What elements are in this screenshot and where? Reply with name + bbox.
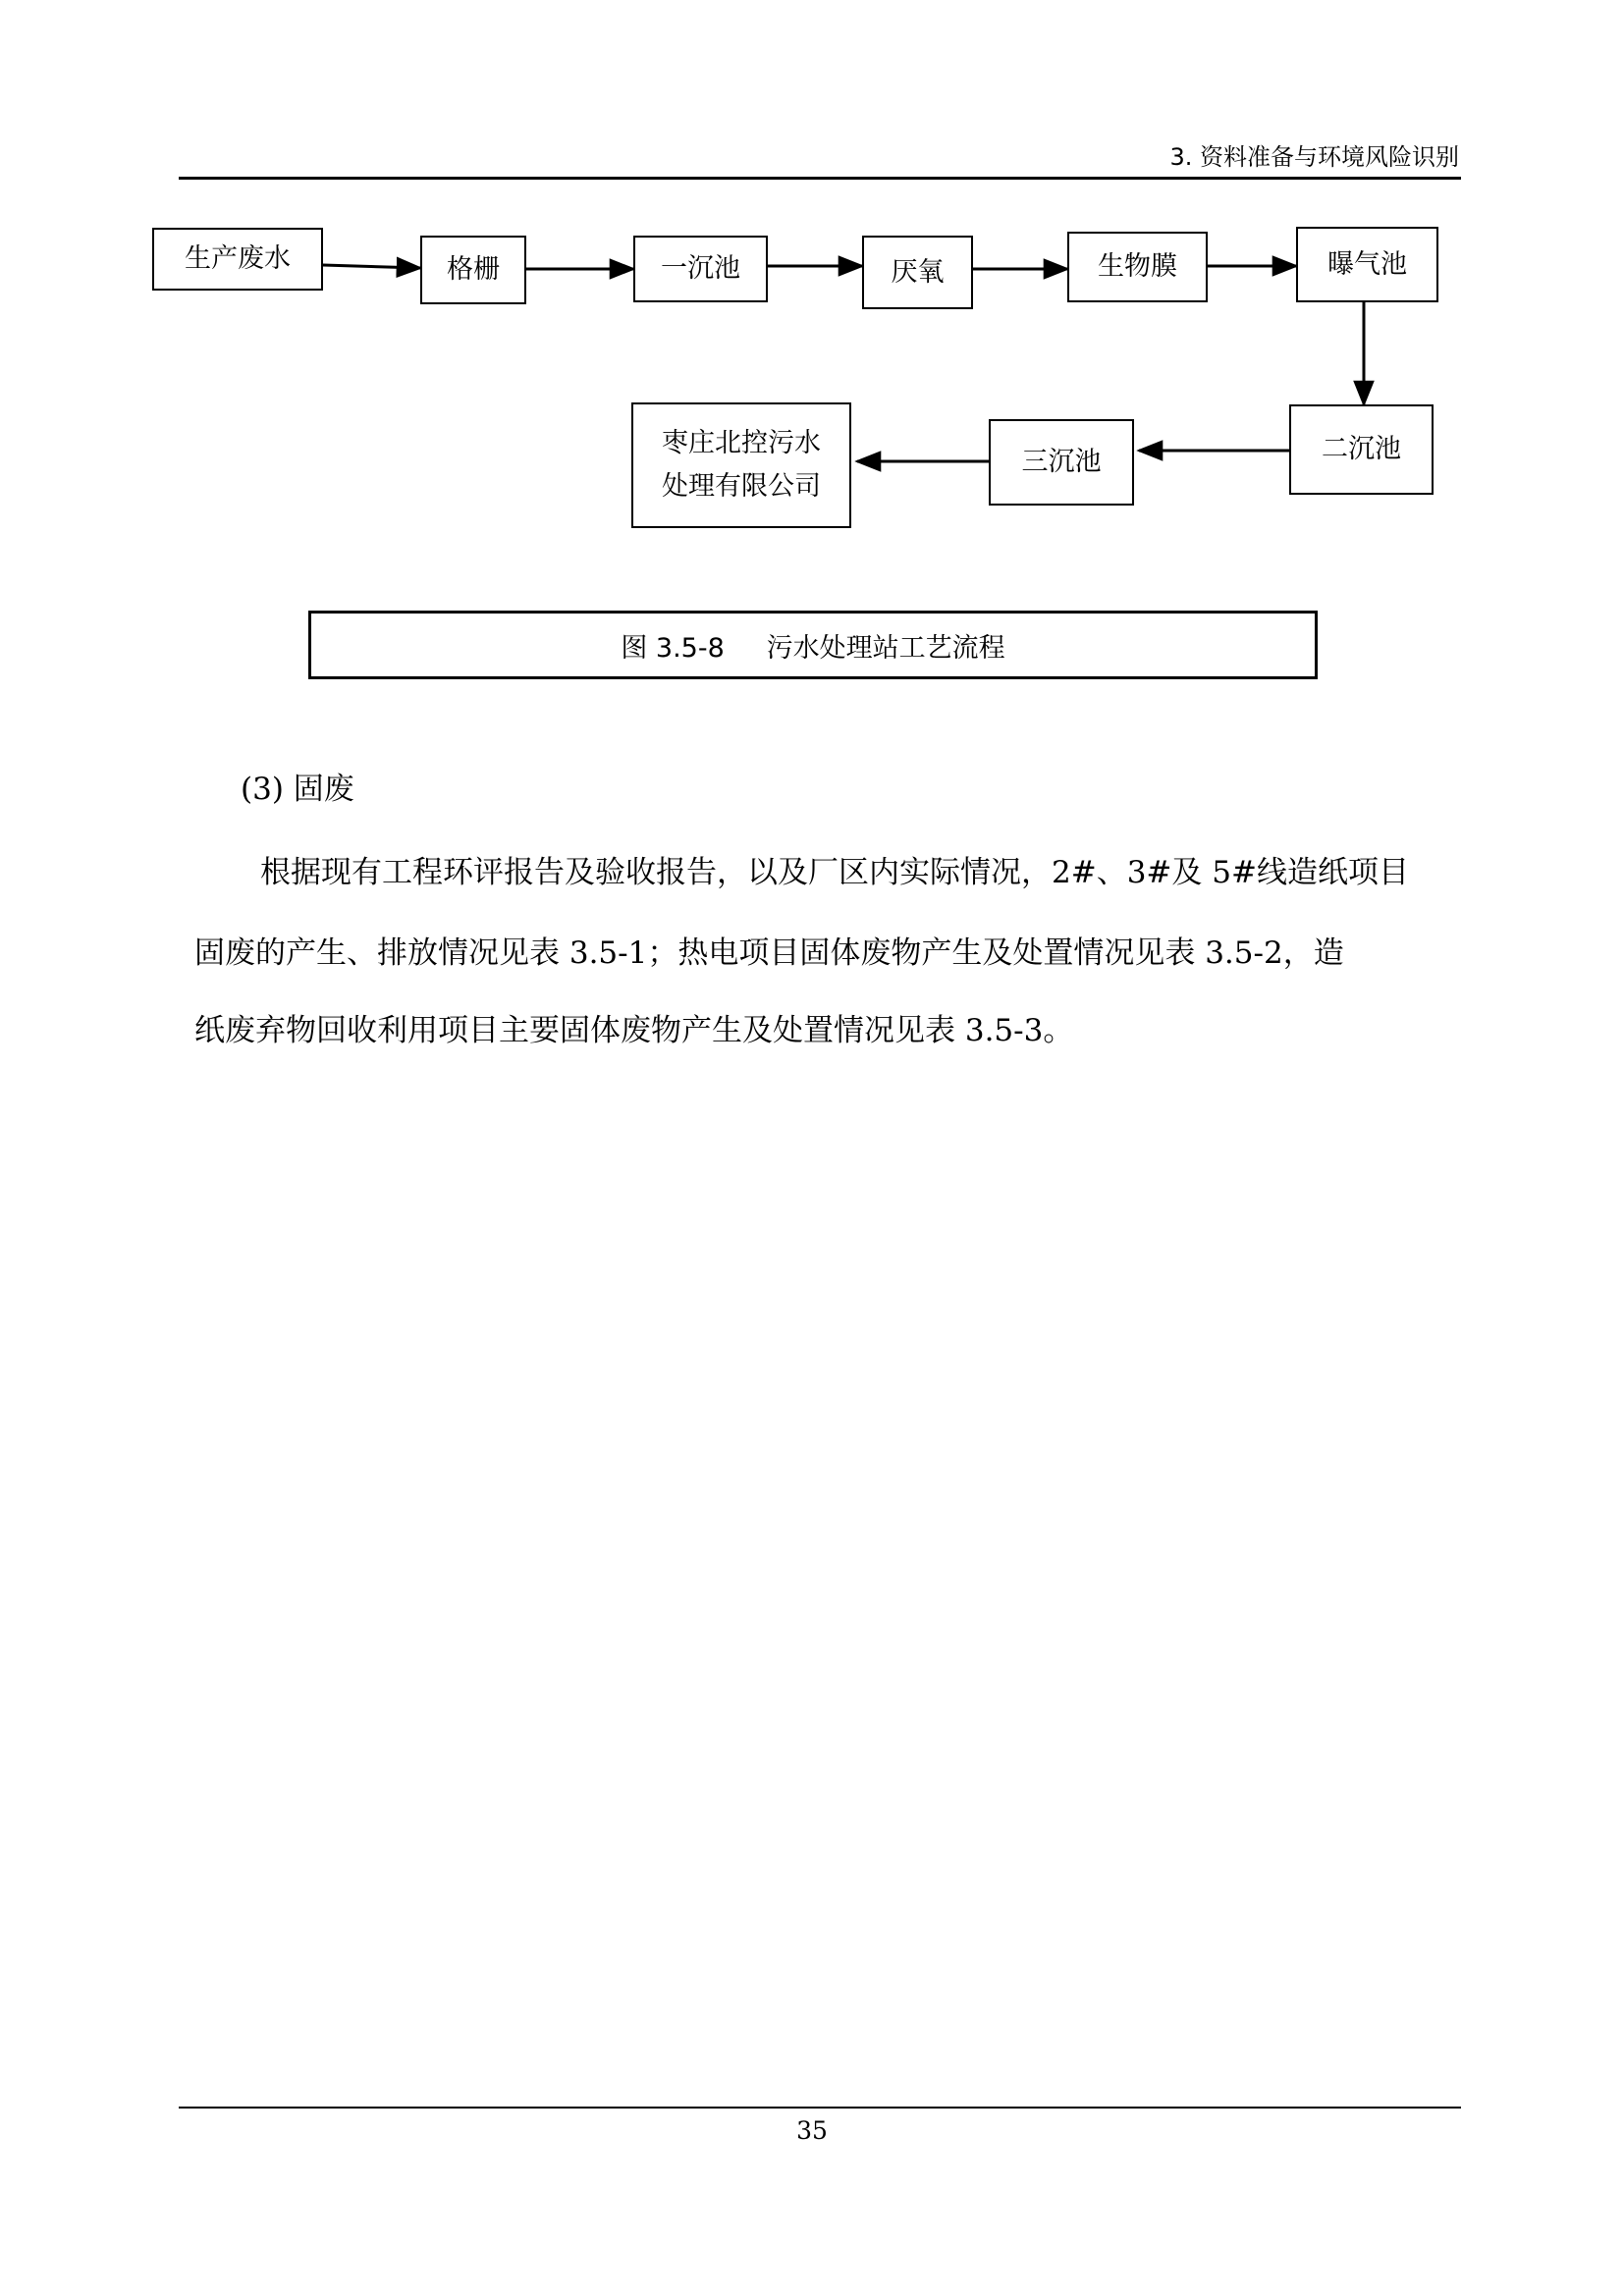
flow-node-label: 生物膜 <box>1098 251 1177 282</box>
flow-node-production-wastewater <box>152 228 323 291</box>
figure-caption-text: 图 3.5-8 污水处理站工艺流程 <box>621 632 1005 664</box>
flow-node-label: 曝气池 <box>1327 248 1407 280</box>
section-heading: (3) 固废 <box>241 772 354 807</box>
flow-node-tertiary-sedimentation <box>989 419 1134 506</box>
flowchart-arrows <box>0 0 1624 707</box>
flow-node-label: 格栅 <box>447 254 500 285</box>
flow-node-aeration-tank <box>1296 227 1438 302</box>
flow-node-biofilm <box>1067 232 1208 302</box>
flow-node-label-line2: 处理有限公司 <box>662 471 821 502</box>
page-number: 35 <box>796 2116 828 2145</box>
flow-node-secondary-sedimentation <box>1289 404 1434 495</box>
figure-caption <box>308 611 1318 679</box>
flow-node-label: 三沉池 <box>1021 447 1102 477</box>
chapter-header-title: 3. 资料准备与环境风险识别 <box>1169 143 1459 171</box>
flow-node-grille <box>420 236 526 304</box>
flow-node-destination-plant <box>631 402 851 528</box>
arrow-wastewater-to-grille <box>323 265 420 268</box>
footer-rule <box>179 2107 1461 2109</box>
flow-node-anaerobic <box>862 236 973 309</box>
paragraph-line: 固废的产生、排放情况见表 3.5-1；热电项目固体废物产生及处置情况见表 3.5-2，造 <box>194 935 1344 971</box>
flow-node-primary-sedimentation <box>633 236 768 302</box>
paragraph-line: 纸废弃物回收利用项目主要固体废物产生及处置情况见表 3.5-3。 <box>194 1013 1074 1048</box>
flow-node-label: 二沉池 <box>1322 434 1401 464</box>
flow-node-label: 一沉池 <box>661 253 740 284</box>
paragraph-line: 根据现有工程环评报告及验收报告，以及厂区内实际情况，2#、3#及 5#线造纸项目 <box>260 855 1409 890</box>
flow-node-label-line1: 枣庄北控污水 <box>662 428 821 458</box>
flow-node-label: 厌氧 <box>891 256 945 288</box>
flow-node-label: 生产废水 <box>185 243 291 274</box>
